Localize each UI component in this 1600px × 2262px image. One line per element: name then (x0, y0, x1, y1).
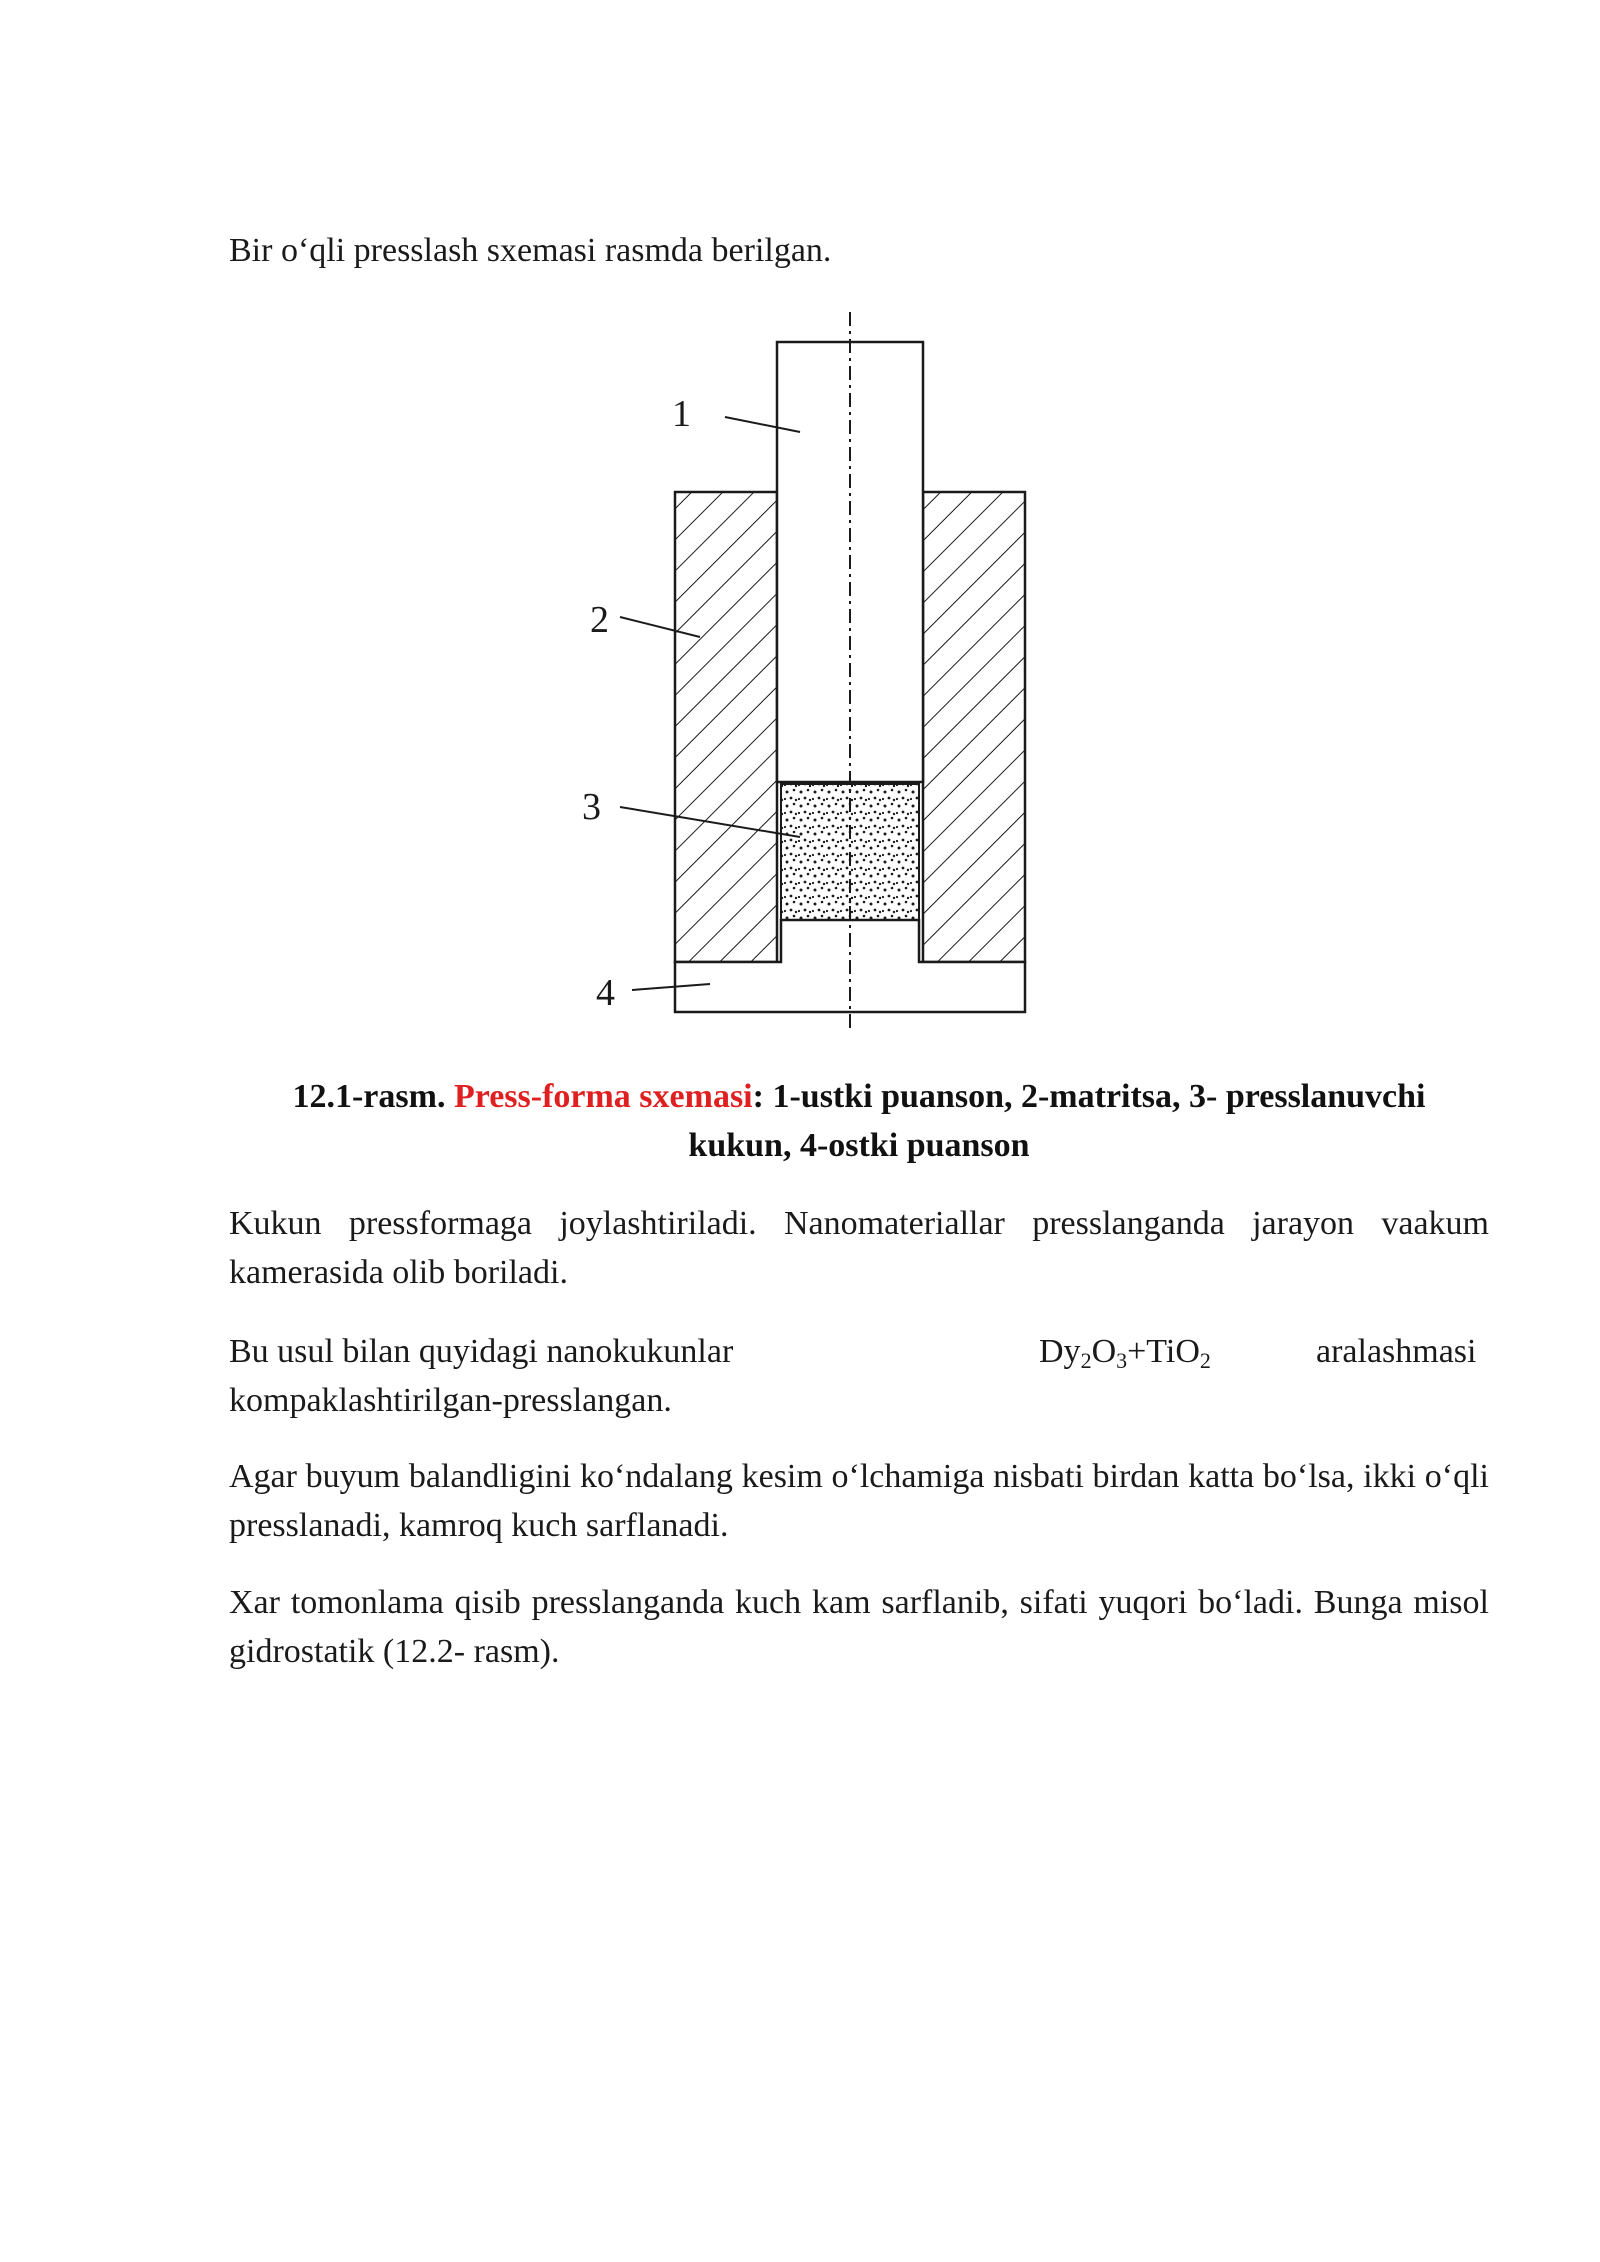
caption-number: 12.1-rasm. (292, 1078, 446, 1115)
label-4: 4 (596, 972, 615, 1014)
die-right-wall (923, 492, 1025, 962)
paragraph-nanopowders (229, 1327, 1489, 1425)
caption-colon: : (752, 1078, 764, 1115)
paragraph-vacuum: Kukun pressformaga joylashtiriladi. Nanomateriallar presslanganda jarayon vaakum kamerasida olib boriladi. (229, 1205, 1489, 1291)
press-form-diagram (560, 312, 1060, 1042)
caption-title: Press-forma sxemasi (453, 1078, 753, 1115)
chemical-formula: $Dy_2O_3+TiO_2$ (1039, 1333, 1211, 1373)
paragraph-nanopowders-end: kompaklashtirilgan-presslangan. (229, 1382, 672, 1419)
caption-items-line1: 1-ustki puanson, 2-matritsa, 3- presslanuvchi (772, 1078, 1426, 1115)
label-3: 3 (582, 786, 601, 828)
intro-paragraph: Bir o‘qli presslash sxemasi rasmda berilgan. (229, 232, 832, 269)
die-left-wall (675, 492, 777, 962)
paragraph-nanopowders-start: Bu usul bilan quyidagi nanokukunlar (229, 1333, 734, 1370)
figure-caption (229, 1072, 1489, 1170)
label-1: 1 (672, 393, 691, 435)
paragraph-nanopowders-mix: aralashmasi (1316, 1333, 1477, 1370)
paragraph-all-sides: Xar tomonlama qisib presslanganda kuch kam sarflanib, sifati yuqori bo‘ladi. Bunga misol gidrostatik (12.2- rasm). (229, 1584, 1489, 1670)
label-2: 2 (590, 599, 609, 641)
paragraph-two-axis: Agar buyum balandligini ko‘ndalang kesim o‘lchamiga nisbati birdan katta bo‘lsa, ikki o‘qli presslanadi, kamroq kuch sarflanadi. (229, 1458, 1489, 1544)
caption-items-line2: kukun, 4-ostki puanson (688, 1127, 1030, 1164)
